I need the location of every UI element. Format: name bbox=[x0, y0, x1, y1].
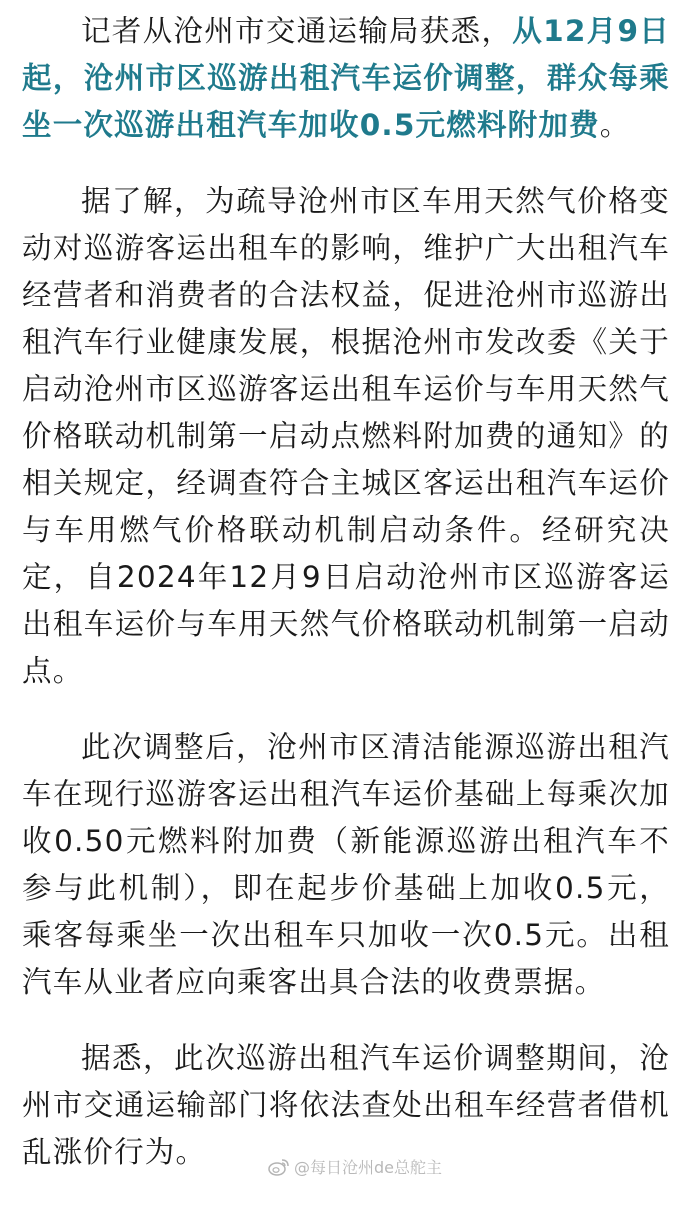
paragraph-4: 据悉，此次巡游出租汽车运价调整期间，沧州市交通运输部门将依法查处出租车经营者借机乱涨价行为。 bbox=[22, 1041, 670, 1169]
paragraph-1-intro: 记者从沧州市交通运输局获悉， bbox=[81, 14, 513, 48]
watermark bbox=[268, 1155, 442, 1178]
watermark-text: @每日沧州de总舵主 bbox=[293, 1158, 442, 1177]
paragraph-1-end: 。 bbox=[599, 108, 631, 142]
paragraph-2: 据了解，为疏导沧州市区车用天然气价格变动对巡游客运出租车的影响，维护广大出租汽车经营者和消费者的合法权益，促进沧州市巡游出租汽车行业健康发展，根据沧州市发改委《关于启动沧州市区巡游客运出租车运价与车用天然气价格联动机制第一启动点燃料附加费的通知》的相关规定，经调查符合主城区客运出租汽车运价与车用燃气价格联动机制启动条件。经研究决定，自2024年12月9日启动沧州市区巡游客运出租车运价与车用天然气价格联动机制第一启动点。 bbox=[22, 184, 670, 688]
paragraph-1 bbox=[22, 8, 670, 149]
paragraph-3: 此次调整后，沧州市区清洁能源巡游出租汽车在现行巡游客运出租汽车运价基础上每乘次加收0.50元燃料附加费（新能源巡游出租汽车不参与此机制），即在起步价基础上加收0.5元，乘客每乘坐一次出租车只加收一次0.5元。出租汽车从业者应向乘客出具合法的收费票据。 bbox=[22, 730, 670, 999]
paragraph-1-highlight: 从12月9日起，沧州市区巡游出租汽车运价调整，群众每乘坐一次巡游出租汽车加收0.5元燃料附加费 bbox=[22, 14, 670, 142]
article-body bbox=[22, 8, 670, 1205]
weibo-icon bbox=[268, 1158, 290, 1176]
